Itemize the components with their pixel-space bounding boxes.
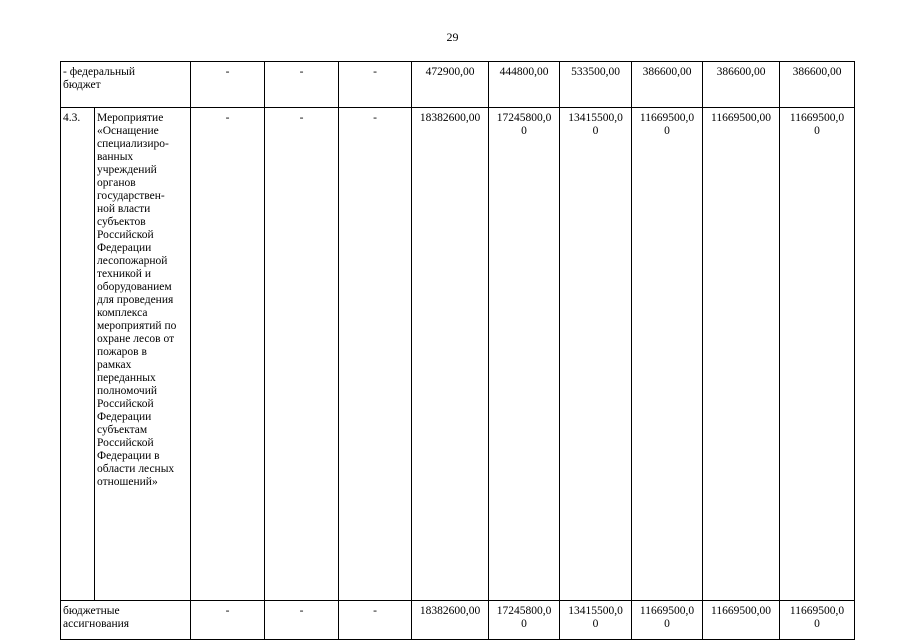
dash-cell: - [265,62,339,108]
value-cell: 386600,00 [632,62,703,108]
value-cell: 11669500,0 0 [780,601,855,640]
value-cell: 386600,00 [780,62,855,108]
dash-cell: - [265,601,339,640]
value-cell: 386600,00 [703,62,780,108]
table-row [61,601,855,640]
value-cell: 17245800,0 0 [489,601,560,640]
dash-cell: - [339,108,412,601]
row-label: - федеральный бюджет [61,62,191,108]
dash-cell: - [191,601,265,640]
table-row [61,62,855,108]
page-number: 29 [446,30,459,44]
value-cell: 11669500,00 [703,108,780,601]
value-cell: 472900,00 [412,62,489,108]
dash-cell: - [265,108,339,601]
value-cell: 18382600,00 [412,601,489,640]
row-label: Мероприятие «Оснащение специализиро- ванных учреждений органов государствен- ной власти субъектов Российской Федерации лесопожарной техникой и оборудованием для проведения комплекса мероприятий по охране лесов от пожаров в рамках переданных полномочий Российской Федерации субъектам Российской Федерации в области лесных отношений» [95,108,191,601]
table-row [61,108,855,601]
dash-cell: - [339,601,412,640]
value-cell: 11669500,0 0 [780,108,855,601]
value-cell: 13415500,0 0 [560,601,632,640]
value-cell: 11669500,0 0 [632,601,703,640]
value-cell: 533500,00 [560,62,632,108]
value-cell: 17245800,0 0 [489,108,560,601]
value-cell: 11669500,0 0 [632,108,703,601]
row-label: бюджетные ассигнования [61,601,191,640]
value-cell: 444800,00 [489,62,560,108]
value-cell: 13415500,0 0 [560,108,632,601]
dash-cell: - [339,62,412,108]
dash-cell: - [191,108,265,601]
row-number: 4.3. [61,108,95,601]
value-cell: 18382600,00 [412,108,489,601]
value-cell: 11669500,00 [703,601,780,640]
dash-cell: - [191,62,265,108]
budget-table [60,61,855,640]
